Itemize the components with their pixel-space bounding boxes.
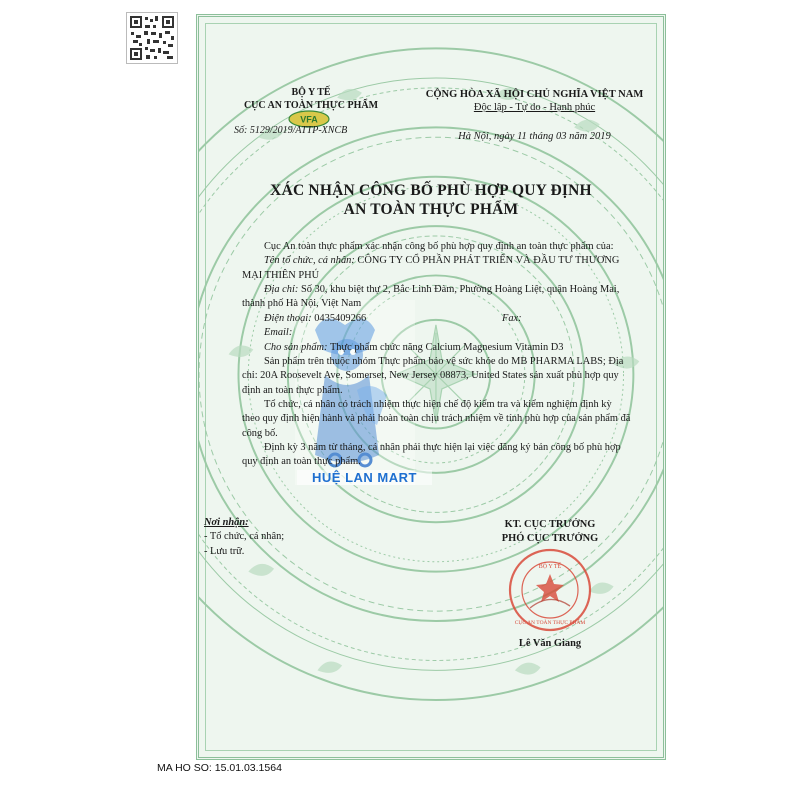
- product-value: Thực phẩm chức năng Calcium Magnesium Vitamin D3: [329, 341, 564, 353]
- recipients: [204, 516, 364, 559]
- org-value-cont: MẠI THIÊN PHÚ: [242, 269, 320, 281]
- product-label: Cho sản phẩm:: [264, 341, 328, 353]
- document-title-line1: XÁC NHẬN CÔNG BỐ PHÙ HỢP QUY ĐỊNH: [270, 182, 592, 199]
- recipient-item: - Lưu trữ.: [204, 545, 245, 557]
- address-line: [242, 283, 652, 297]
- signature-title1: KT. CỤC TRƯỞNG: [504, 519, 596, 530]
- signatory-name: Lê Văn Giang: [518, 638, 582, 649]
- agency-name: CỤC AN TOÀN THỰC PHẨM: [243, 100, 379, 111]
- svg-text:VFA: VFA: [300, 114, 318, 125]
- recipient-item: - Tổ chức, cá nhân;: [204, 531, 285, 543]
- product-line: [242, 341, 652, 355]
- para1-line3: định an toàn thực phẩm.: [242, 384, 343, 396]
- document-title-line2: AN TOÀN THỰC PHẨM: [343, 201, 519, 218]
- recipients-label: Nơi nhận:: [204, 517, 249, 528]
- para2-line3: công bố.: [242, 427, 278, 439]
- official-stamp-icon: [508, 548, 592, 632]
- address-value: Số 30, khu biệt thự 2, Bắc Linh Đàm, Phường Hoàng Liệt, quận Hoàng Mai,: [300, 284, 620, 296]
- dossier-code: MA HO SO: 15.01.03.1564: [157, 762, 282, 774]
- republic-name: CỘNG HÒA XÃ HỘI CHỦ NGHĨA VIỆT NAM: [425, 89, 644, 100]
- national-motto: Độc lập - Tự do - Hạnh phúc: [473, 102, 596, 113]
- org-value: CÔNG TY CỔ PHẦN PHÁT TRIỂN VÀ ĐẦU TƯ THƯƠNG: [357, 255, 620, 267]
- para3-line1: Định kỳ 3 năm từ tháng, cá nhân phải thực hiện lại việc đăng ký bản công bố phù hợp: [264, 442, 621, 454]
- org-label: Tên tổ chức, cá nhân:: [264, 255, 355, 267]
- para2-line1: Tổ chức, cá nhân có trách nhiệm thực hiện chế độ kiểm tra và kiểm nghiệm định kỳ: [264, 398, 612, 410]
- watermark-text: HUỆ LAN MART: [297, 470, 432, 485]
- body-text: [242, 240, 652, 470]
- phone-label: Điện thoại:: [264, 312, 312, 324]
- phone-line: [242, 312, 652, 326]
- para2-line2: theo quy định hiện hành và phải hoàn toàn chịu trách nhiệm về tính phù hợp của sản phẩm đã: [242, 413, 631, 425]
- svg-text:BỘ Y TẾ: BỘ Y TẾ: [538, 564, 562, 570]
- issue-date: Hà Nội, ngày 11 tháng 03 năm 2019: [458, 131, 611, 142]
- phone-value: 0435409266: [314, 312, 367, 324]
- intro-text: Cục An toàn thực phẩm xác nhận công bố phù hợp quy định an toàn thực phẩm của:: [264, 241, 614, 252]
- para1-line1: Sản phẩm trên thuộc nhóm Thực phẩm bảo vệ sức khỏe do MB PHARMA LABS; Địa: [264, 355, 624, 367]
- signature-title2: PHÓ CỤC TRƯỞNG: [501, 533, 599, 544]
- address-value-cont: thành phố Hà Nội, Việt Nam: [242, 298, 362, 310]
- document-number: Số: 5129/2019/ATTP-XNCB: [234, 125, 348, 136]
- para1-line2: chỉ: 20A Roosevelt Ave, Somerset, New Jersey 08873, United States sản xuất phù hợp quy: [242, 370, 619, 382]
- address-label: Địa chỉ:: [264, 284, 299, 296]
- para3-line2: quy định an toàn thực phẩm.: [242, 456, 361, 468]
- org-line: [242, 254, 652, 268]
- email-label: Email:: [264, 327, 293, 339]
- svg-text:CỤC AN TOÀN THỰC PHẨM: CỤC AN TOÀN THỰC PHẨM: [514, 620, 586, 626]
- ministry-name: BỘ Y TẾ: [291, 87, 331, 98]
- fax-label: Fax:: [502, 312, 522, 324]
